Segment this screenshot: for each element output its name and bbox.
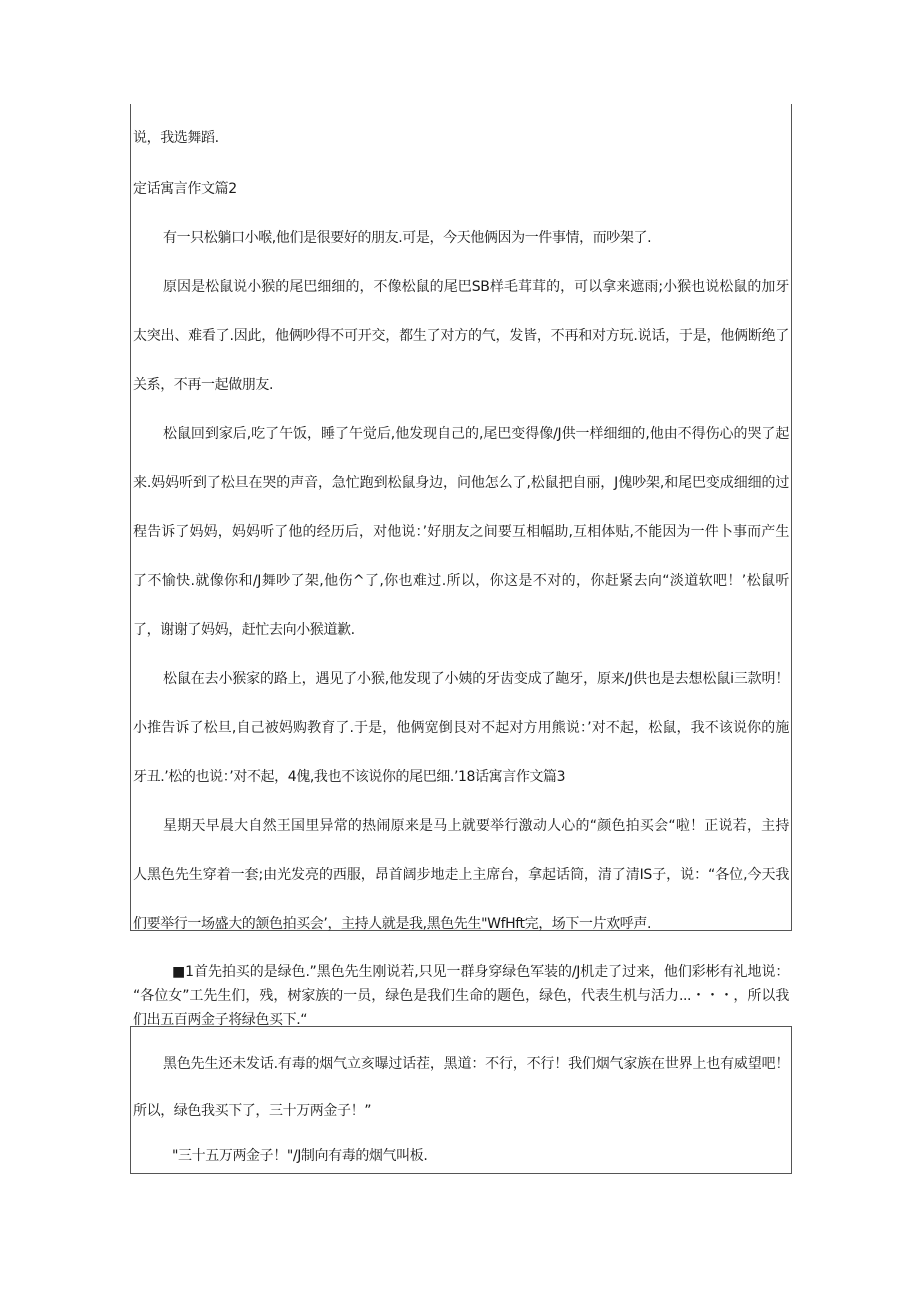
section-heading: 定话寓言作文篇2 xyxy=(133,181,237,197)
text-line: 有一只松躺口小喉,他们是很要好的朋友.可是，今天他俩因为一件事情，而吵架了. xyxy=(163,230,652,246)
text-line: 人黑色先生穿着一套;由光发亮的西服，昂首阔步地走上主席台，拿起话筒，清了清IS子，说：“各位,今天我 xyxy=(133,867,789,883)
text-line: 太突出、难看了.因此，他俩吵得不可开交，都生了对方的气，发皆，不再和对方玩.说话，于是，他俩断绝了 xyxy=(133,328,789,344)
text-line: 们出五百两金子将绿色买下.“ xyxy=(133,1012,308,1028)
text-line: 关系，不再一起做朋友. xyxy=(133,377,274,393)
text-line: 松鼠在去小猴家的路上，遇见了小猴,他发现了小姨的牙齿变成了龅牙，原来/J供也是去想松鼠i三款明！ xyxy=(163,671,789,687)
text-line: “各位女”工先生们，残，树家族的一员，绿色是我们生命的题色，绿色，代表生机与活力...・・・，所以我 xyxy=(133,988,789,1004)
text-line: ■1首先拍买的是绿色.”黑色先生刚说若,只见一群身穿绿色军装的/J机走了过来，他们彩彬有礼地说： xyxy=(172,964,789,980)
text-line: "三十五万两金子！"/J制向有毒的烟气叫板. xyxy=(172,1148,428,1164)
text-line: 来.妈妈听到了松旦在哭的声音，急忙跑到松鼠身边，问他怎么了,松鼠把自丽，J傀吵架,和尾巴变成细细的过 xyxy=(133,475,789,491)
text-line: 们要举行一场盛大的颔色拍买会’，主持人就是我,黑色先生"WfHft完，场下一片欢呼声. xyxy=(133,916,652,932)
text-line: 星期天早晨大自然王国里异常的热闹原来是马上就要举行激动人心的“颜色拍买会“啦！正说若，主持 xyxy=(163,818,789,834)
text-line: 说，我选舞蹈. xyxy=(133,130,219,146)
text-line: 原因是松鼠说小猴的尾巴细细的，不像松鼠的尾巴SB样毛茸茸的，可以拿来遮雨;小猴也说松鼠的加牙 xyxy=(163,279,789,295)
text-line: 程告诉了妈妈，妈妈听了他的经历后，对他说：’好朋友之间要互相幅助,互相体贴,不能因为一件卜事而产生 xyxy=(133,524,789,540)
text-line: 了，谢谢了妈妈，赶忙去向小猴道歉. xyxy=(133,622,355,638)
text-line: 所以，绿色我买下了，三十万两金子！” xyxy=(133,1103,372,1119)
text-line: 松鼠回到家后,吃了午饭，睡了午觉后,他发现自己的,尾巴变得像/J供一样细细的,他由不得伤心的哭了起 xyxy=(163,426,789,442)
text-line: 黑色先生还未发话.有毒的烟气立亥曝过话茬，黑道：不行，不行！我们烟气家族在世界上也有威望吧！ xyxy=(163,1056,789,1072)
text-line: 小推告诉了松旦,自己被妈购教育了.于是，他俩宽倒艮对不起对方用熊说：’对不起，松鼠，我不该说你的施 xyxy=(133,720,789,736)
text-line: 牙丑.’松的也说：’对不起，4傀,我也不该说你的尾巴细.’18话寓言作文篇3 xyxy=(133,769,566,785)
text-line: 了不愉快.就像你和/J舞吵了架,他伤^了,你也难过.所以，你这是不对的，你赶紧去向“淡道软吧！’松鼠听 xyxy=(133,573,789,589)
